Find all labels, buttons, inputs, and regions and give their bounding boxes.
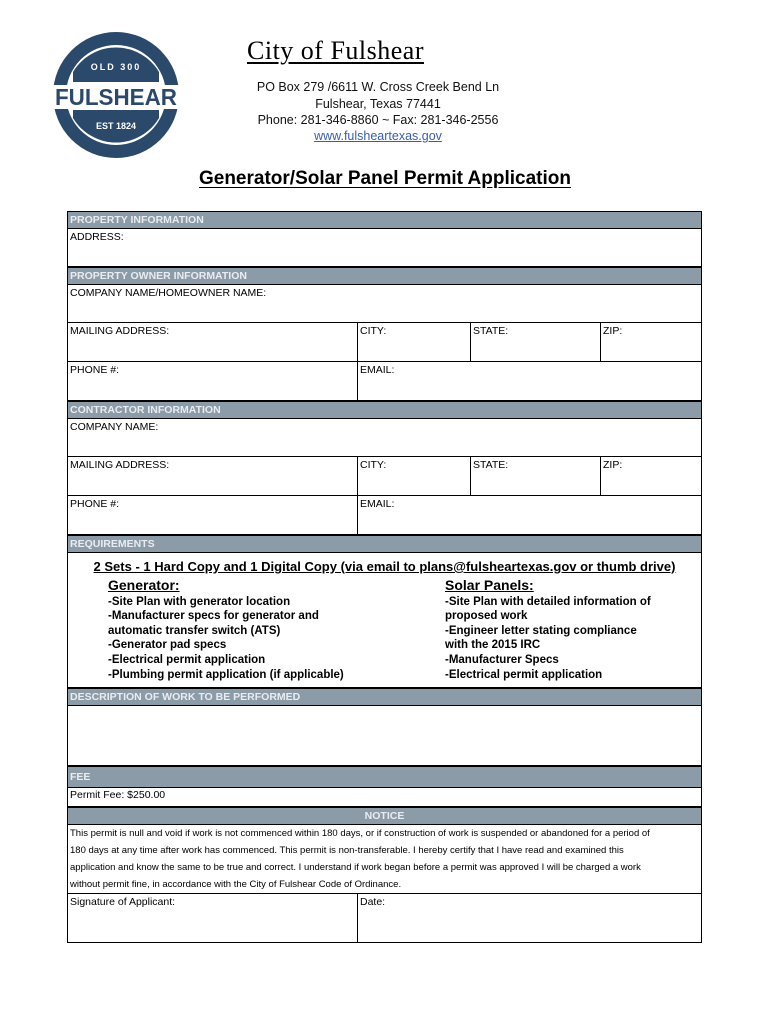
section-requirements: REQUIREMENTS bbox=[68, 535, 701, 553]
svg-text:EST 1824: EST 1824 bbox=[95, 121, 137, 131]
svg-text:FULSHEAR: FULSHEAR bbox=[55, 84, 178, 110]
owner-mailing-row bbox=[68, 323, 701, 362]
owner-zip-field[interactable]: ZIP: bbox=[600, 323, 701, 361]
requirements-box bbox=[68, 553, 701, 688]
contractor-mailing-field[interactable]: MAILING ADDRESS: bbox=[70, 459, 170, 471]
list-item: -Site Plan with detailed information of bbox=[445, 595, 651, 608]
list-item: -Plumbing permit application (if applicable) bbox=[108, 668, 344, 681]
contractor-name-field[interactable]: COMPANY NAME: bbox=[68, 419, 701, 457]
date-field[interactable]: Date: bbox=[357, 894, 701, 942]
contractor-mailing-row bbox=[68, 457, 701, 496]
owner-name-field[interactable]: COMPANY NAME/HOMEOWNER NAME: bbox=[68, 285, 701, 323]
description-field[interactable] bbox=[68, 706, 701, 766]
list-item: -Electrical permit application bbox=[108, 653, 266, 666]
section-description: DESCRIPTION OF WORK TO BE PERFORMED bbox=[68, 688, 701, 706]
notice-line: without permit fine, in accordance with the City of Fulshear Code of Ordinance. bbox=[70, 879, 402, 890]
owner-state-field[interactable]: STATE: bbox=[470, 323, 600, 361]
permit-form bbox=[67, 211, 702, 943]
owner-phone-field[interactable]: PHONE #: bbox=[70, 364, 120, 376]
notice-line: application and know the same to be true and correct. I understand if work began before a permit was approved I will be charged a work bbox=[70, 862, 641, 873]
requirements-headline: 2 Sets - 1 Hard Copy and 1 Digital Copy (via email to plans@fulsheartexas.gov or thumb drive) bbox=[93, 559, 676, 574]
contractor-contact-row bbox=[68, 496, 701, 535]
property-address-field[interactable]: ADDRESS: bbox=[68, 229, 701, 267]
list-item: -Electrical permit application bbox=[445, 668, 603, 681]
list-item: -Manufacturer Specs bbox=[445, 653, 559, 666]
notice-line: This permit is null and void if work is not commenced within 180 days, or if construction of work is suspended or abandoned for a period of bbox=[70, 828, 650, 839]
list-item: -Site Plan with generator location bbox=[108, 595, 291, 608]
contractor-email-field[interactable]: EMAIL: bbox=[357, 496, 701, 534]
owner-email-field[interactable]: EMAIL: bbox=[357, 362, 701, 400]
section-contractor: CONTRACTOR INFORMATION bbox=[68, 401, 701, 419]
contractor-state-field[interactable]: STATE: bbox=[470, 457, 600, 495]
signature-row bbox=[68, 894, 701, 942]
list-item: proposed work bbox=[445, 610, 528, 623]
list-item: automatic transfer switch (ATS) bbox=[108, 624, 281, 637]
notice-text bbox=[68, 825, 701, 894]
svg-text:OLD 300: OLD 300 bbox=[90, 62, 142, 72]
list-item: -Generator pad specs bbox=[108, 639, 227, 652]
fee-row bbox=[68, 788, 701, 807]
section-property: PROPERTY INFORMATION bbox=[68, 211, 701, 229]
owner-contact-row bbox=[68, 362, 701, 401]
generator-heading: Generator: bbox=[108, 577, 180, 593]
contractor-phone-field[interactable]: PHONE #: bbox=[70, 498, 120, 510]
solar-requirements bbox=[445, 578, 685, 682]
owner-mailing-field[interactable]: MAILING ADDRESS: bbox=[70, 325, 170, 337]
list-item: -Engineer letter stating compliance bbox=[445, 624, 637, 637]
solar-heading: Solar Panels: bbox=[445, 577, 534, 593]
permit-fee: Permit Fee: $250.00 bbox=[70, 789, 166, 801]
contractor-zip-field[interactable]: ZIP: bbox=[600, 457, 701, 495]
page-title: Generator/Solar Panel Permit Application bbox=[198, 168, 571, 189]
signature-field[interactable]: Signature of Applicant: bbox=[70, 896, 176, 908]
owner-city-field[interactable]: CITY: bbox=[357, 323, 470, 361]
phone-fax-line: Phone: 281-346-8860 ~ Fax: 281-346-2556 bbox=[257, 113, 499, 127]
website-link[interactable]: www.fulsheartexas.gov bbox=[314, 129, 442, 143]
city-title: City of Fulshear bbox=[247, 36, 424, 65]
address-line-1: PO Box 279 /6611 W. Cross Creek Bend Ln bbox=[256, 80, 500, 94]
list-item: -Manufacturer specs for generator and bbox=[108, 610, 319, 623]
contractor-city-field[interactable]: CITY: bbox=[357, 457, 470, 495]
section-notice: NOTICE bbox=[68, 807, 701, 825]
generator-requirements bbox=[108, 578, 398, 682]
list-item: with the 2015 IRC bbox=[445, 639, 541, 652]
section-owner: PROPERTY OWNER INFORMATION bbox=[68, 267, 701, 285]
fulshear-logo bbox=[51, 30, 181, 160]
section-fee: FEE bbox=[68, 766, 701, 788]
notice-line: 180 days at any time after work has commenced. This permit is non-transferable. I hereby certify that I have read and examined this bbox=[70, 845, 624, 856]
address-line-2: Fulshear, Texas 77441 bbox=[315, 97, 441, 111]
